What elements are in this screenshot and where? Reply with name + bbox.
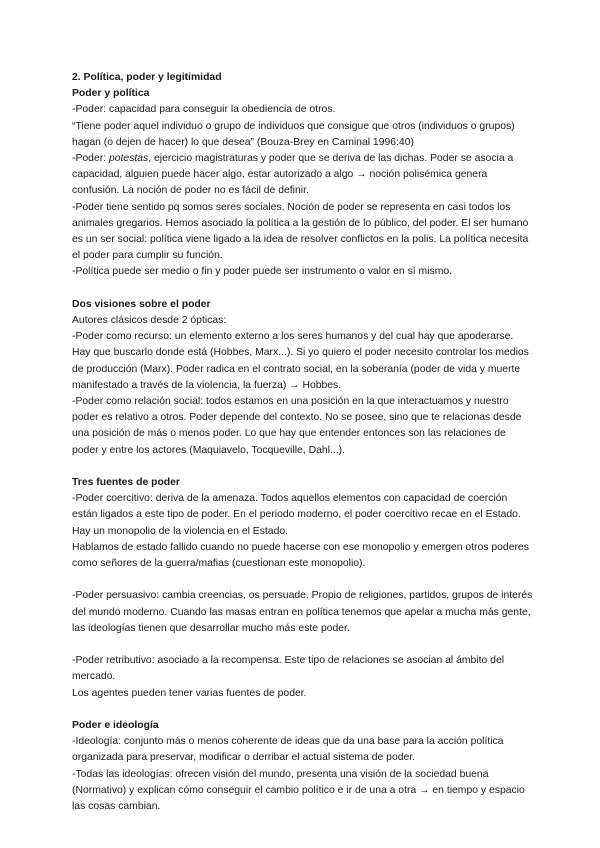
- text-run: , ejercicio magistraturas y poder que se deriva de las dichas. Poder se asocia a capacidad, alguien puede hacer algo, estar autorizado a algo → noción polisémica genera confusión. La noción de poder no es fácil de definir.: [72, 153, 514, 197]
- subsection-heading-poder-e-ideologia: Poder e ideología: [72, 720, 159, 732]
- subsection-heading-tres-fuentes: Tres fuentes de poder: [72, 477, 180, 489]
- paragraph: Autores clásicos desde 2 ópticas:: [72, 315, 227, 327]
- paragraph: -Poder retributivo: asociado a la recompensa. Este tipo de relaciones se asocian al ámbito del mercado.: [72, 655, 505, 683]
- paragraph: -Todas las ideologías: ofrecen visión del mundo, presenta una visión de la sociedad buena (Normativo) y explican cómo conseguir el cambio político e ir de una a otra → en tiempo y espacio las cosas cambian.: [72, 768, 525, 813]
- section-title: 2. Política, poder y legitimidad: [72, 72, 222, 83]
- paragraph: -Poder tiene sentido pq somos seres sociales. Noción de poder se representa en casi todos los animales gregarios. Hemos asociado la política a la gestión de lo público, del poder. El ser humano es un ser social: política viene ligado a la idea de resolver conflictos en la polis. La política necesita el poder para cumplir su función.: [72, 201, 529, 262]
- document-page: [72, 70, 534, 815]
- subsection-heading-poder-y-politica: Poder y política: [72, 88, 150, 100]
- paragraph: -Poder como relación social: todos estamos en una posición en la que interactuamos y nuestro poder es relativo a otros. Poder depende del contexto. No se posee, sino que te relacionas desde una posición de más o menos poder. Lo que hay que entender entonces son las relaciones de poder y entre los actores (Maquiavelo, Tocqueville, Dahl...).: [72, 396, 522, 456]
- paragraph: -Política puede ser medio o fin y poder puede ser instrumento o valor en sí mismo.: [72, 266, 453, 278]
- paragraph: -Poder coercitivo: deriva de la amenaza. Todos aquellos elementos con capacidad de coerción están ligados a este tipo de poder. En el periodo moderno, el poder coercitivo recae en el Estado. Hay un monopolio de la violencia en el Estado.: [72, 493, 521, 537]
- paragraph: -Poder persuasivo: cambia creencias, os persuade. Propio de religiones, partidos, grupos de interés del mundo moderno. Cuando las masas entran en política tenemos que apelar a mucha más gente, las ideologías tienen que desarrollar mucho más este poder.: [72, 590, 533, 634]
- paragraph: -Poder como recurso: un elemento externo a los seres humanos y del cual hay que apoderarse. Hay que buscarlo donde está (Hobbes, Marx...). Si yo quiero el poder necesito controlar los medios de producción (Marx). Poder radica en el contrato social, en la soberanía (poder de vida y muerte manifestado a través de la violencia, la fuerza) → Hobbes.: [72, 331, 529, 391]
- text-run: -Poder:: [72, 153, 109, 165]
- paragraph: Hablamos de estado fallido cuando no puede hacerse con ese monopolio y emergen otros poderes como señores de la guerra/mafias (cuestionan este monopolio).: [72, 541, 529, 570]
- paragraph: [72, 151, 534, 200]
- paragraph: -Poder: capacidad para conseguir la obediencia de otros.: [72, 104, 336, 116]
- paragraph: “Tiene poder aquel individuo o grupo de individuos que consigue que otros (individuos o grupos) hagan (o dejen de hacer) lo que desea” (Bouza-Brey en Caminal 1996:40): [72, 120, 515, 148]
- paragraph: -Ideología: conjunto más o menos coherente de ideas que da una base para la acción política organizada para preservar, modificar o derribar el actual sistema de poder.: [72, 736, 504, 764]
- paragraph: Los agentes pueden tener varias fuentes de poder.: [72, 687, 307, 699]
- subsection-heading-dos-visiones: Dos visiones sobre el poder: [72, 298, 211, 310]
- italic-term: potestas: [108, 153, 149, 165]
